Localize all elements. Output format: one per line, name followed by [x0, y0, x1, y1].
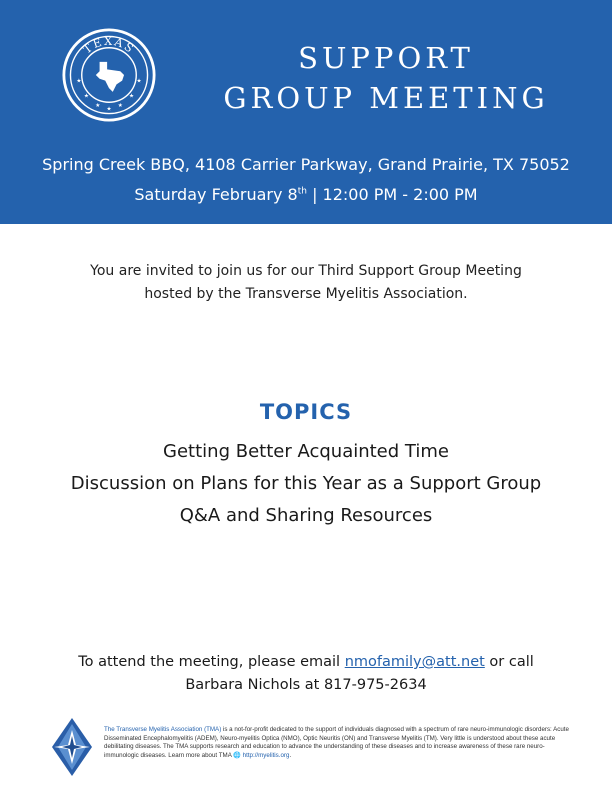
svg-text:★: ★ [106, 106, 112, 113]
texas-seal-icon [62, 28, 156, 122]
invitation-text [40, 260, 572, 306]
event-title [196, 38, 576, 118]
header-banner [0, 0, 612, 224]
invitation-line-1: You are invited to join us for our Third Support Group Meeting [90, 263, 522, 279]
footer-disclaimer [104, 726, 570, 760]
globe-icon: 🌐 [233, 751, 241, 759]
event-time: | 12:00 PM - 2:00 PM [312, 185, 478, 204]
topic-item: Getting Better Acquainted Time [163, 441, 449, 462]
contact-suffix: or call [484, 654, 534, 670]
email-link[interactable]: nmofamily@att.net [344, 654, 485, 670]
website-link[interactable]: http://myelitis.org [242, 751, 290, 759]
contact-prefix: To attend the meeting, please email [78, 654, 345, 670]
footer-body: is a not-for-profit dedicated to the support of individuals diagnosed with a spectrum of rare neuro-immunologic disorders: Acute Disseminated Encephalomyelitis (ADEM), Neuro-myelitis Optica (NMO), Optic Neuritis (ON) and Transverse Myelitis (TM). Very little is understood about these acute debilitating diseases. The TMA supports research and education to advance the understanding of these diseases and to increase awareness of these rare neuro-immunologic diseases. Learn more about TMA [104, 726, 569, 759]
topic-item: Discussion on Plans for this Year as a Support Group [70, 473, 542, 494]
svg-text:★: ★ [76, 78, 82, 85]
svg-text:TEXAS [81, 35, 137, 56]
event-datetime [0, 185, 612, 204]
event-location: Spring Creek BBQ, 4108 Carrier Parkway, Grand Prairie, TX 75052 [42, 155, 570, 174]
title-line-1: SUPPORT [298, 41, 474, 75]
contact-info [30, 651, 582, 697]
footer-end: . [289, 751, 292, 759]
contact-line-1 [30, 651, 582, 674]
topics-heading: TOPICS [259, 400, 353, 424]
svg-text:★: ★ [117, 102, 123, 109]
event-date: Saturday February 8 [134, 185, 298, 204]
title-line-2: GROUP MEETING [223, 81, 549, 115]
svg-text:★: ★ [83, 93, 89, 100]
svg-text:★: ★ [129, 93, 135, 100]
footer-org-name: The Transverse Myelitis Association (TMA) [104, 726, 222, 733]
seal-text: TEXAS [80, 34, 138, 57]
topic-item: Q&A and Sharing Resources [179, 505, 433, 526]
svg-text:★: ★ [136, 78, 142, 85]
tma-compass-logo-icon [48, 716, 96, 778]
topics-list [20, 436, 592, 532]
invitation-line-2: hosted by the Transverse Myelitis Association. [144, 286, 468, 302]
svg-text:★: ★ [95, 102, 101, 109]
contact-line-2: Barbara Nichols at 817-975-2634 [185, 677, 427, 693]
date-ordinal: th [297, 186, 307, 197]
